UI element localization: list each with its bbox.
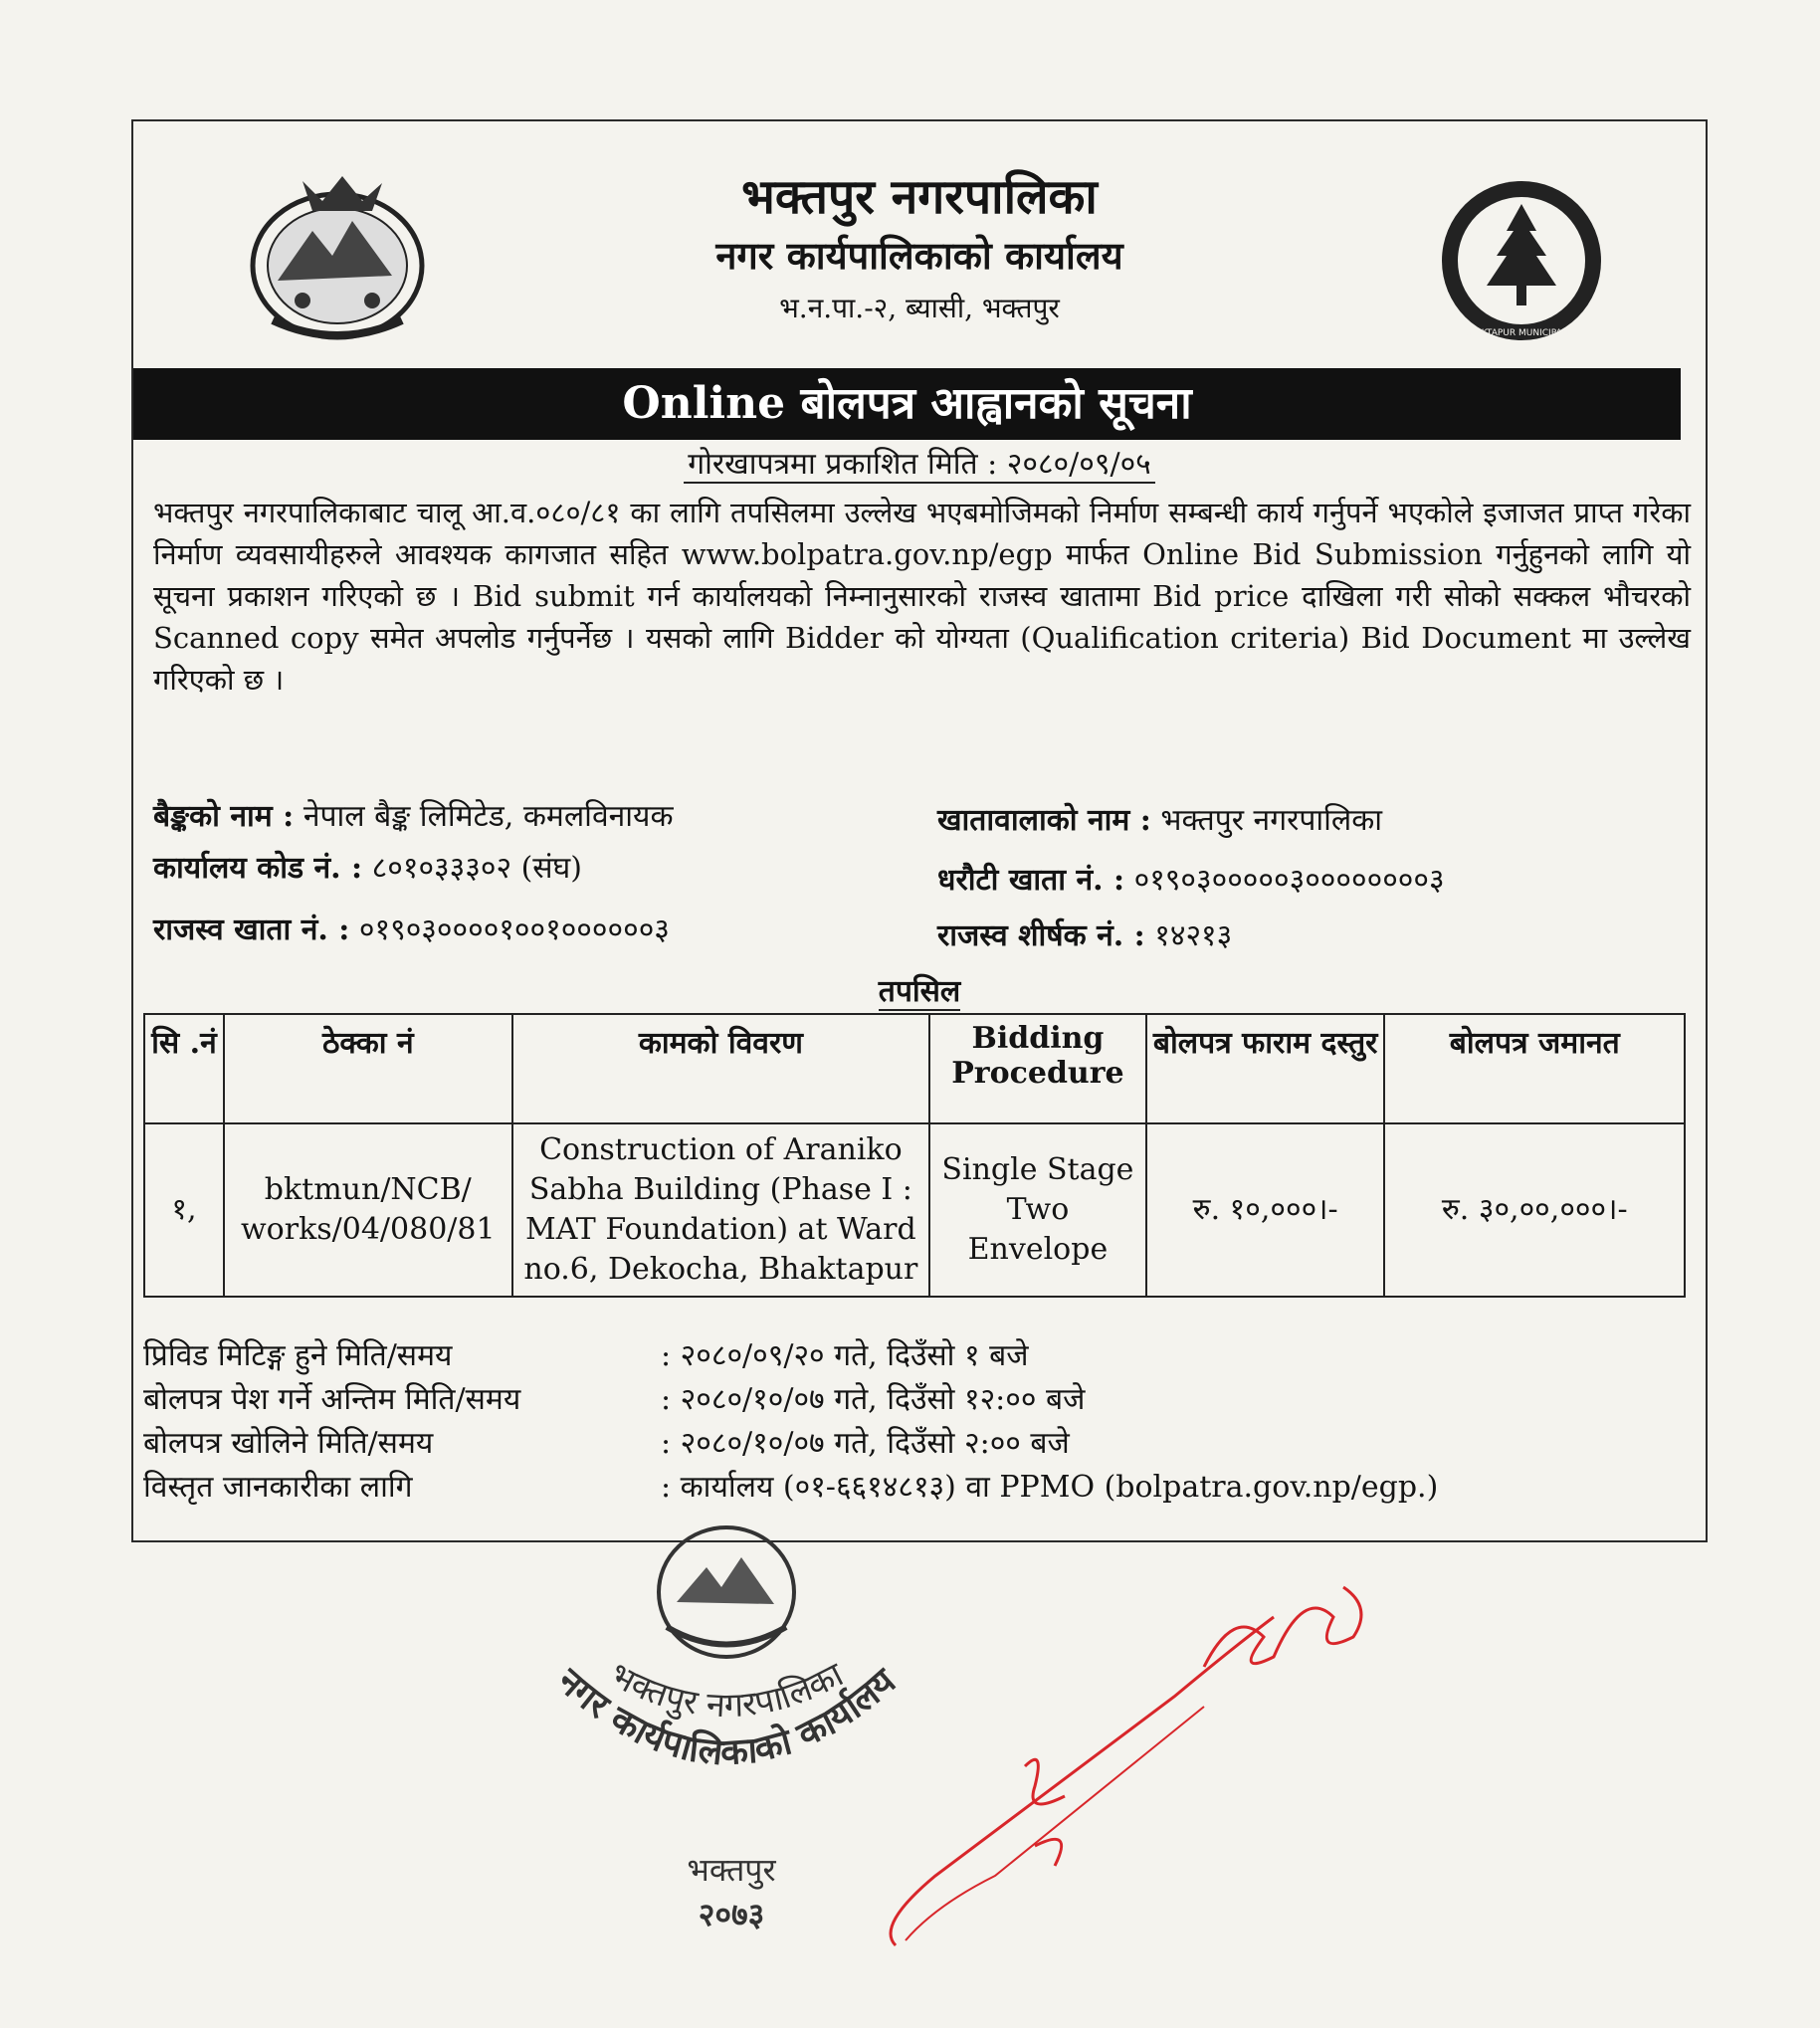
- office-title: भक्तपुर नगरपालिका: [741, 169, 1098, 225]
- cell-bidding-procedure: Single Stage Two Envelope: [929, 1123, 1146, 1297]
- cell-description: Construction of Araniko Sabha Building (Phase I : MAT Foundation) at Ward no.6, Dekocha, Bhaktapur: [512, 1123, 929, 1297]
- schedule-value: : कार्यालय (०१-६६१४८१३) वा PPMO (bolpatra.gov.np/egp.): [661, 1470, 1439, 1505]
- schedule-label: विस्तृत जानकारीका लागि: [143, 1470, 413, 1505]
- notice-paragraph: भक्तपुर नगरपालिकाबाट चालू आ.व.०८०/८१ का लागि तपसिलमा उल्लेख भएबमोजिमको निर्माण सम्बन्धी कार्य गर्नुपर्ने भएकोले इजाजत प्राप्त गरेका निर्माण व्यवसायीहरुले आवश्यक कागजात सहित www.bolpatra.gov.np/egp मार्फत Online Bid Submission गर्नुहुनको लागि यो सूचना प्रकाशन गरिएको छ । Bid submit गर्न कार्यालयको निम्नानुसारको राजस्व खातामा Bid price दाखिला गरी सोको सक्कल भौचरको Scanned copy समेत अपलोड गर्नुपर्नेछ । यसको लागि Bidder को योग्यता (Qualification criteria) Bid Document मा उल्लेख गरिएको छ ।: [153, 496, 1691, 697]
- schedule-label: बोलपत्र पेश गर्ने अन्तिम मिति/समय: [143, 1382, 521, 1417]
- revenue-account: राजस्व खाता नं. : ०१९०३००००१००१००००००३: [153, 913, 670, 947]
- col-serial: सि .नं: [144, 1014, 224, 1123]
- col-description: कामको विवरण: [512, 1014, 929, 1123]
- revenue-head: राजस्व शीर्षक नं. : १४२१३: [937, 918, 1233, 953]
- bid-table: [143, 1013, 1686, 1298]
- deposit-account: धरौटी खाता नं. : ०१९०३०००००३००००००००३: [937, 863, 1445, 898]
- office-code: कार्यालय कोड नं. : ८०१०३३३०२ (संघ): [153, 851, 582, 886]
- table-header-row: [144, 1014, 1685, 1123]
- col-bid-security: बोलपत्र जमानत: [1384, 1014, 1685, 1123]
- cell-bid-security: रु. ३०,००,०००।-: [1384, 1123, 1685, 1297]
- official-stamp: [517, 1513, 935, 1950]
- cell-serial: १,: [144, 1123, 224, 1297]
- account-holder: खातावालाको नाम : भक्तपुर नगरपालिका: [937, 803, 1383, 838]
- office-subtitle: नगर कार्यपालिकाको कार्यालय: [715, 233, 1123, 278]
- col-bidding-procedure: Bidding Procedure: [929, 1014, 1146, 1123]
- schedule-label: बोलपत्र खोलिने मिति/समय: [143, 1426, 434, 1461]
- notice-frame: [131, 119, 1708, 1542]
- logo-text: BHAKTAPUR MUNICIPALITY: [1462, 328, 1581, 338]
- schedule-heading: तपसिल: [878, 974, 961, 1009]
- stamp-line-2: नगर कार्यपालिकाको कार्यालय: [549, 1660, 904, 1774]
- schedule-label: प्रिविड मिटिङ्ग हुने मिति/समय: [143, 1338, 453, 1373]
- municipality-logo-icon: [1437, 176, 1606, 345]
- bank-name: बैङ्कको नाम : नेपाल बैङ्क लिमिटेड, कमलविनायक: [153, 799, 674, 834]
- schedule-value: : २०८०/०९/२० गते, दिउँसो १ बजे: [661, 1338, 1029, 1373]
- notice-banner: Online बोलपत्र आह्वानको सूचना: [133, 368, 1681, 440]
- handwritten-signature: [876, 1547, 1433, 1965]
- schedule-value: : २०८०/१०/०७ गते, दिउँसो २:०० बजे: [661, 1426, 1070, 1461]
- col-contract-no: ठेक्का नं: [224, 1014, 512, 1123]
- publication-date: गोरखापत्रमा प्रकाशित मिति : २०८०/०९/०५: [133, 442, 1706, 483]
- stamp-line-4: २०७३: [698, 1896, 765, 1933]
- col-form-fee: बोलपत्र फाराम दस्तुर: [1146, 1014, 1385, 1123]
- table-row: [144, 1123, 1685, 1297]
- cell-form-fee: रु. १०,०००।-: [1146, 1123, 1385, 1297]
- stamp-line-1: भक्तपुर नगरपालिका: [602, 1654, 850, 1726]
- stamp-line-3: भक्तपुर: [687, 1851, 776, 1889]
- schedule-value: : २०८०/१०/०७ गते, दिउँसो १२:०० बजे: [661, 1382, 1086, 1417]
- cell-contract-no: bktmun/NCB/ works/04/080/81: [224, 1123, 512, 1297]
- office-address: भ.न.पा.-२, ब्यासी, भक्तपुर: [779, 292, 1060, 324]
